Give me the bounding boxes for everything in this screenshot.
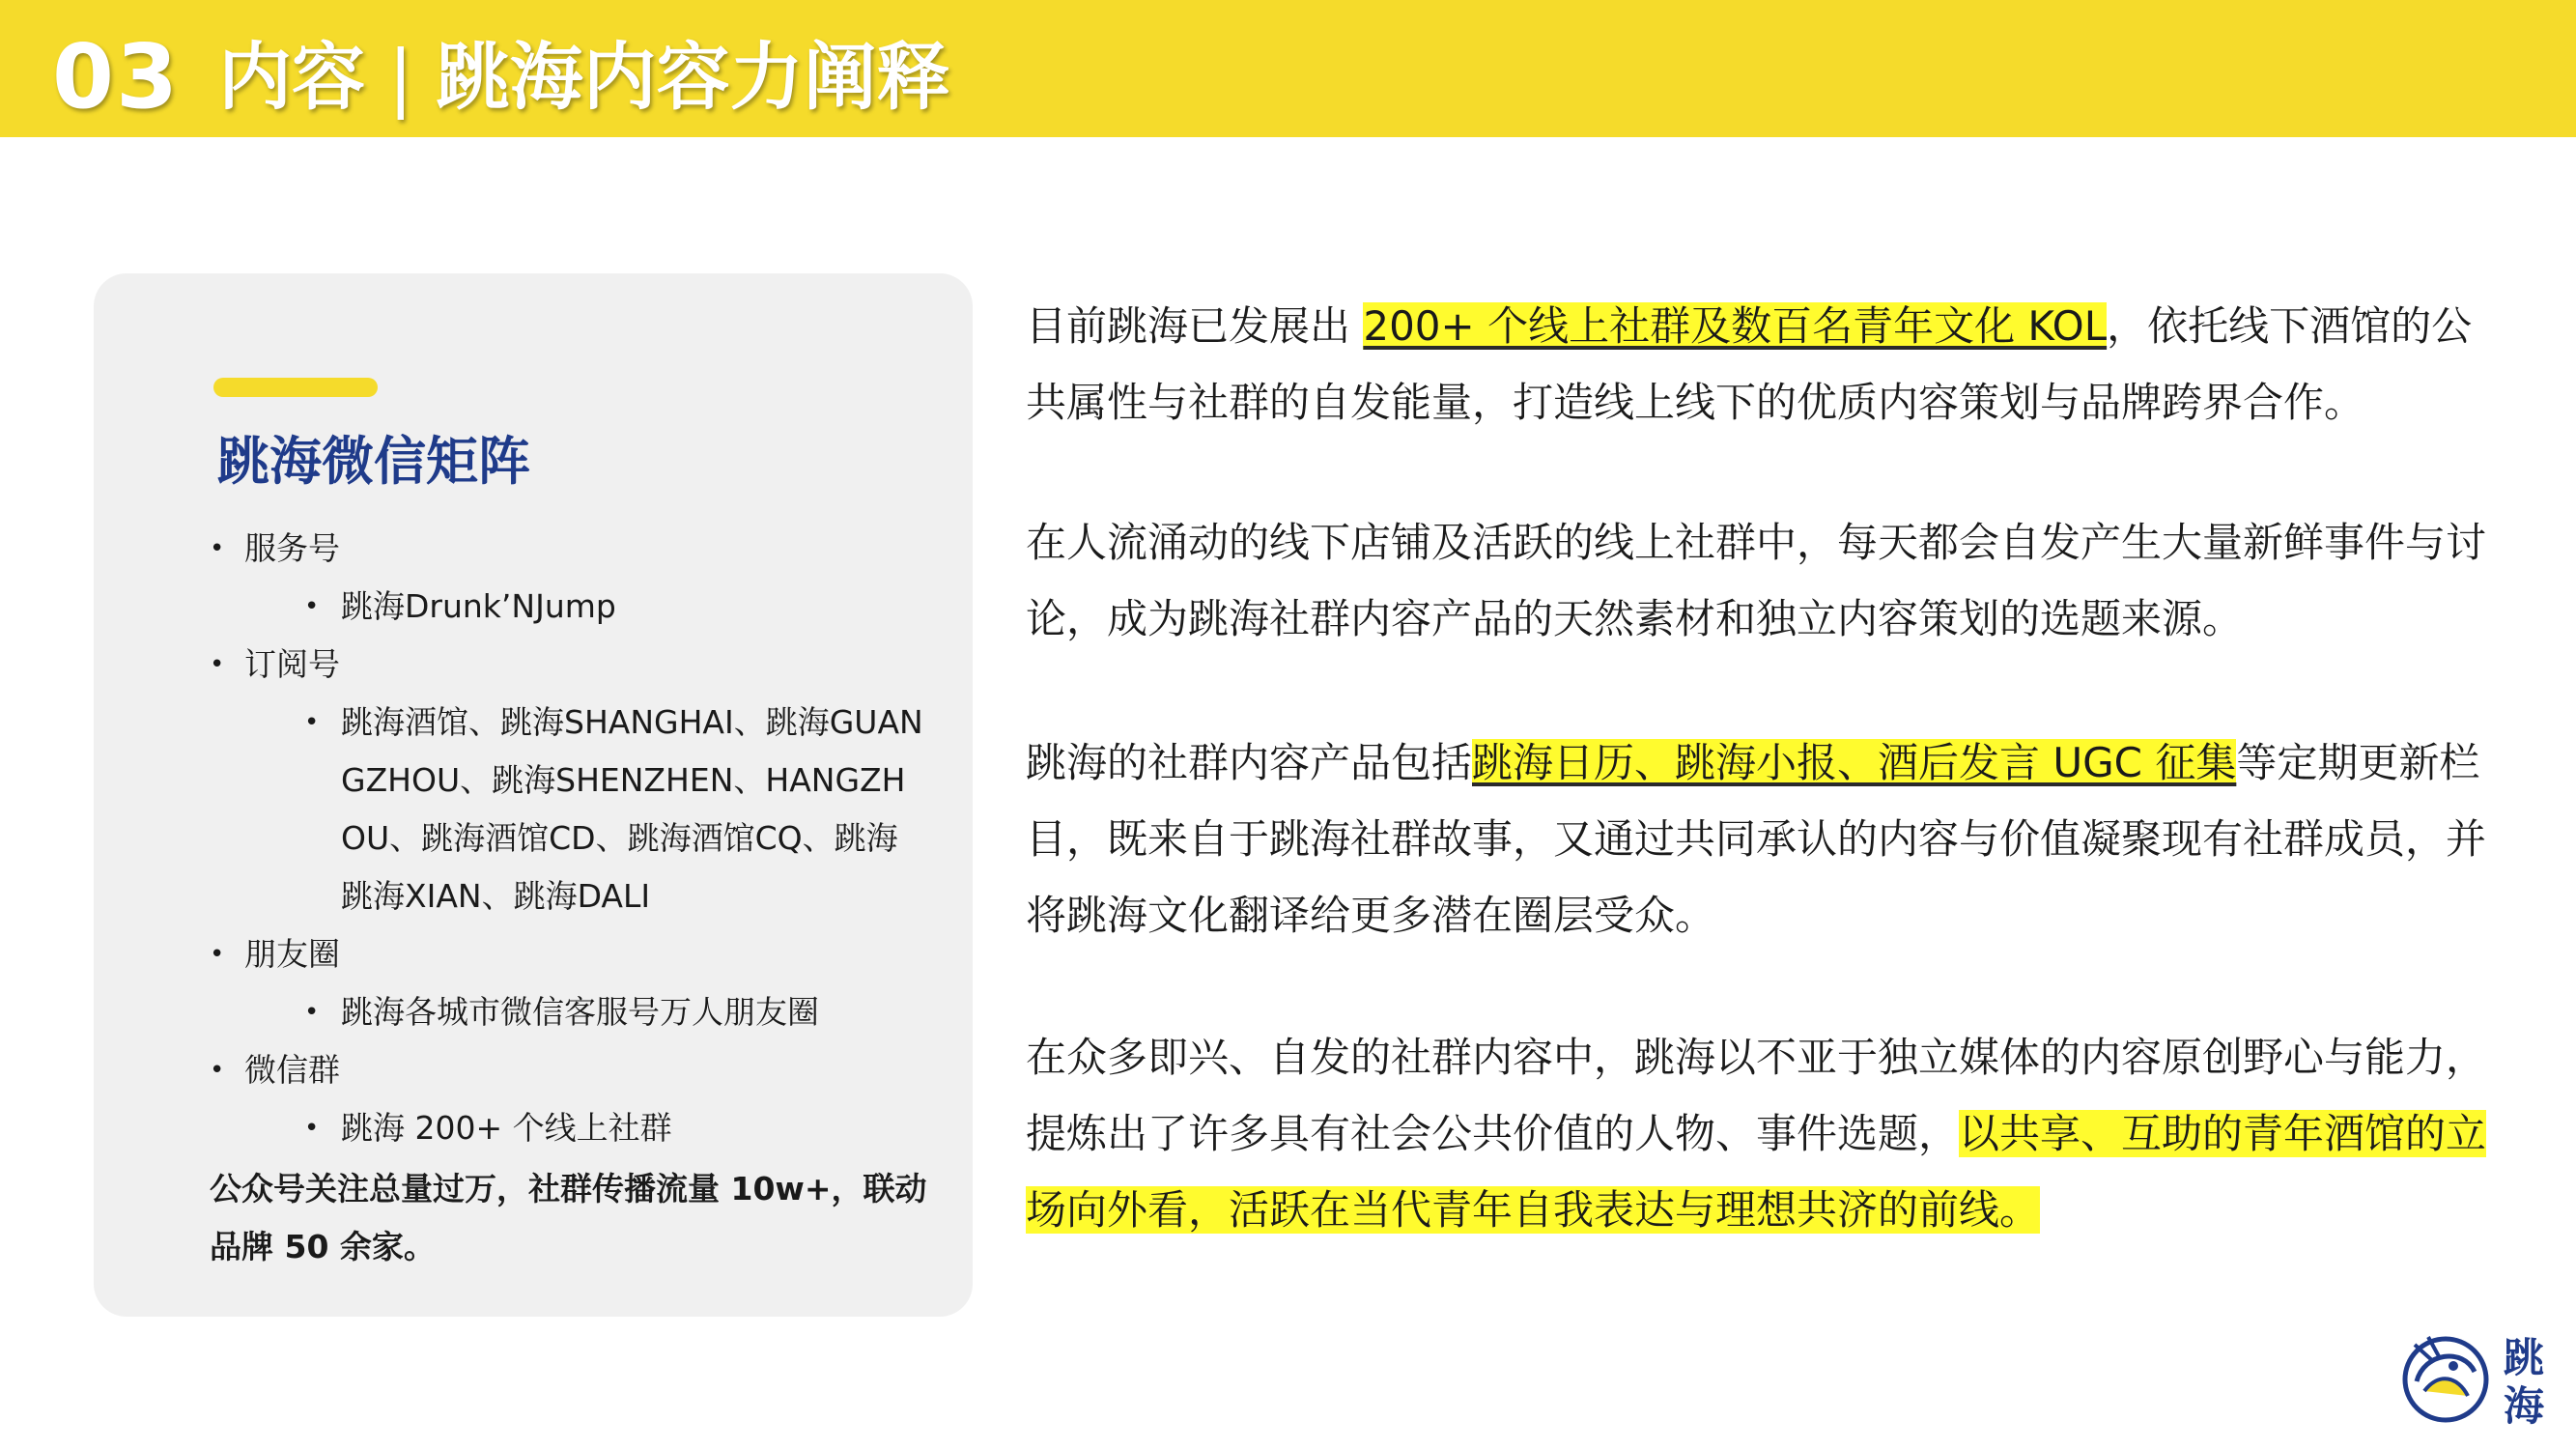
bullet: • [304,708,320,737]
bullet: • [210,1056,225,1085]
accent-bar [213,378,378,397]
list-subitem [210,694,963,925]
logo-text-top: 跳 [2504,1334,2545,1381]
group-label: 朋友圈 [244,935,340,973]
section-number: 03 [52,25,181,128]
paragraph-text: 在人流涌动的线下店铺及活跃的线上社群中，每天都会自发产生大量新鲜事件与讨论，成为跳海社群内容产品的天然素材和独立内容策划的选题来源。 [1026,519,2487,642]
bullet: • [210,940,225,969]
card-title: 跳海微信矩阵 [217,431,530,492]
bullet: • [304,1114,320,1143]
paragraph-text: 跳海的社群内容产品包括 [1026,739,1473,786]
list-subitem [210,983,963,1041]
group-label: 服务号 [244,529,340,567]
list-item [210,636,963,694]
shrimp-logo-icon [2395,1323,2550,1430]
title-text: 跳海内容力阐释 [436,34,950,120]
paragraph-1 [1026,288,2504,440]
group-label: 订阅号 [244,645,340,683]
subitem-text: 跳海各城市微信客服号万人朋友圈 [341,993,819,1031]
subitem-text: 跳海酒馆、跳海SHANGHAI、跳海GUANGZHOU、跳海SHENZHEN、HANGZHOU、跳海酒馆CD、跳海酒馆CQ、跳海跳海XIAN、跳海DALI [341,703,923,915]
subitem-text: 跳海Drunk’NJump [341,587,616,625]
list-subitem [210,1099,963,1157]
paragraph-text: 目前跳海已发展出 [1026,302,1364,350]
bullet: • [210,650,225,679]
header-band [0,0,2576,137]
list-subitem [210,578,963,636]
paragraph-4 [1026,1019,2504,1248]
matrix-list [210,520,963,1157]
paragraph-2 [1026,504,2504,657]
list-item [210,1041,963,1099]
list-item [210,520,963,578]
highlight-text: 200+ 个线上社群及数百名青年文化 KOL [1363,302,2108,350]
brand-logo [2395,1323,2550,1430]
bullet: • [210,534,225,563]
wechat-matrix-card [94,273,973,1317]
paragraph-text: ，依托线下酒馆的公共属性与社群的自发能量，打造线上线下的优质内容策划与品牌跨界合作。 [1026,302,2473,426]
page-title [218,29,950,126]
subitem-text: 跳海 200+ 个线上社群 [341,1109,672,1147]
title-separator: | [388,34,413,120]
card-summary: 公众号关注总量过万，社群传播流量 10w+，联动品牌 50 余家。 [210,1170,927,1265]
paragraph-text: 在众多即兴、自发的社群内容中，跳海以不亚于独立媒体的内容原创野心与能力，提炼出了许多具有社会公共价值的人物、事件选题， [1026,1034,2487,1157]
highlight-text: 跳海日历、跳海小报、酒后发言 UGC 征集 [1472,739,2237,786]
highlight-text: 以共享、互助的青年酒馆的立场向外看，活跃在当代青年自我表达与理想共济的前线。 [1026,1110,2487,1234]
section-label: 内容 [218,34,365,120]
bullet: • [304,592,320,621]
list-item [210,925,963,983]
paragraph-text: 等定期更新栏目，既来自于跳海社群故事，又通过共同承认的内容与价值凝聚现有社群成员，并将跳海文化翻译给更多潜在圈层受众。 [1026,739,2487,939]
bullet: • [304,998,320,1027]
paragraph-3 [1026,724,2504,953]
logo-text-bottom: 海 [2504,1382,2545,1430]
group-label: 微信群 [244,1051,340,1089]
